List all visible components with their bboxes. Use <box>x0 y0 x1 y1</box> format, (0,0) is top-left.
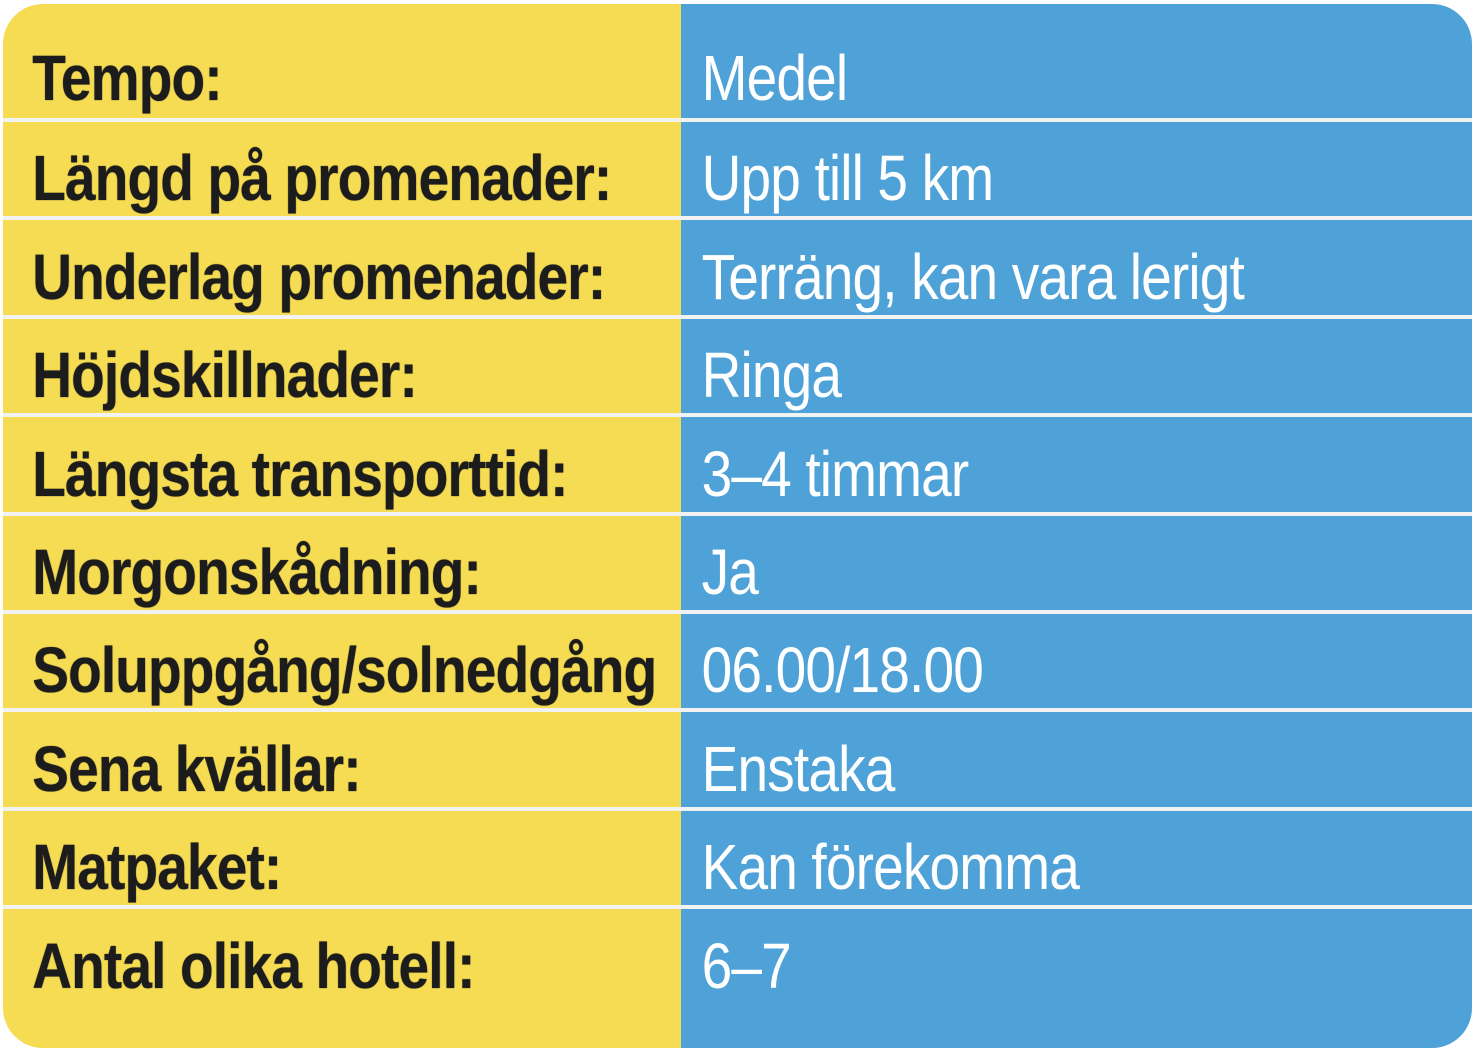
row-value: Ja <box>701 535 759 608</box>
trip-facts-table <box>3 4 1472 1048</box>
row-value: 06.00/18.00 <box>701 634 983 707</box>
table-row-walk-surface <box>3 216 1472 314</box>
row-label: Längsta transporttid: <box>32 437 568 510</box>
row-value: Enstaka <box>701 732 895 805</box>
table-row-transport-time <box>3 413 1472 511</box>
table-row-tempo <box>3 4 1472 118</box>
row-label: Underlag promenader: <box>32 240 606 313</box>
table-row-hotel-count <box>3 905 1472 1003</box>
table-row-morning-watching <box>3 512 1472 610</box>
table-row-sunrise-sunset <box>3 610 1472 708</box>
table-row-walk-length <box>3 118 1472 216</box>
row-value: Ringa <box>701 339 842 412</box>
row-value: 3–4 timmar <box>701 437 969 510</box>
row-value: Medel <box>701 42 848 114</box>
row-label: Soluppgång/solnedgång <box>32 634 657 707</box>
table-row-packed-lunch <box>3 807 1472 905</box>
row-value: Terräng, kan vara lerigt <box>701 240 1244 313</box>
table-row-late-evenings <box>3 708 1472 806</box>
row-value: Upp till 5 km <box>701 142 994 215</box>
row-label: Antal olika hotell: <box>32 929 475 1002</box>
row-label: Längd på promenader: <box>32 142 612 215</box>
row-label: Matpaket: <box>32 831 282 904</box>
row-label: Höjdskillnader: <box>32 339 417 412</box>
table-row-elevation <box>3 315 1472 413</box>
row-label: Tempo: <box>32 42 222 114</box>
row-label: Morgonskådning: <box>32 535 482 608</box>
row-label: Sena kvällar: <box>32 732 361 805</box>
row-value: 6–7 <box>701 929 791 1002</box>
row-value: Kan förekomma <box>701 831 1079 904</box>
